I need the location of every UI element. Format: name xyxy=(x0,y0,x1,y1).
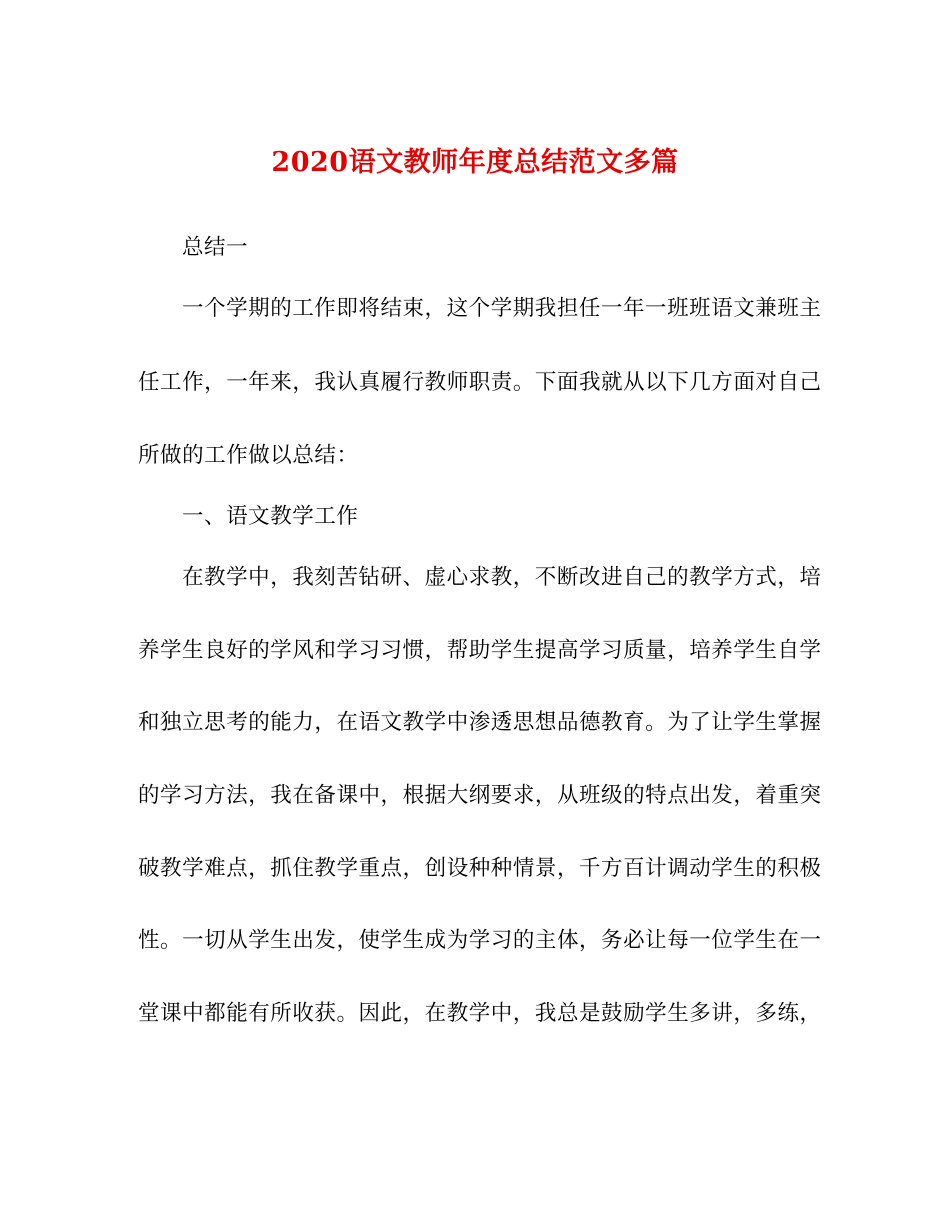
paragraph-line: 性。一切从学生出发，使学生成为学习的主体，务必让每一位学生在一 xyxy=(138,928,822,953)
paragraph-line: 一个学期的工作即将结束，这个学期我担任一年一班班语文兼班主 xyxy=(182,296,822,321)
paragraph-line: 和独立思考的能力，在语文教学中渗透思想品德教育。为了让学生掌握 xyxy=(138,710,822,735)
paragraph-line: 任工作，一年来，我认真履行教师职责。下面我就从以下几方面对自己 xyxy=(138,370,822,395)
paragraph-line: 破教学难点，抓住教学重点，创设种种情景，千方百计调动学生的积极 xyxy=(138,856,822,881)
paragraph-line: 在教学中，我刻苦钻研、虚心求教，不断改进自己的教学方式，培 xyxy=(182,565,822,590)
document-title: 2020语文教师年度总结范文多篇 xyxy=(271,147,679,178)
section-heading-summary-one: 总结一 xyxy=(182,235,249,260)
section-heading-chinese-teaching: 一、语文教学工作 xyxy=(182,504,359,529)
paragraph-line: 养学生良好的学风和学习习惯，帮助学生提高学习质量，培养学生自学 xyxy=(138,638,822,663)
paragraph-line: 所做的工作做以总结： xyxy=(138,443,359,468)
paragraph-line: 的学习方法，我在备课中，根据大纲要求，从班级的特点出发，着重突 xyxy=(138,783,822,808)
paragraph-line: 堂课中都能有所收获。因此，在教学中，我总是鼓励学生多讲，多练， xyxy=(138,1001,822,1026)
